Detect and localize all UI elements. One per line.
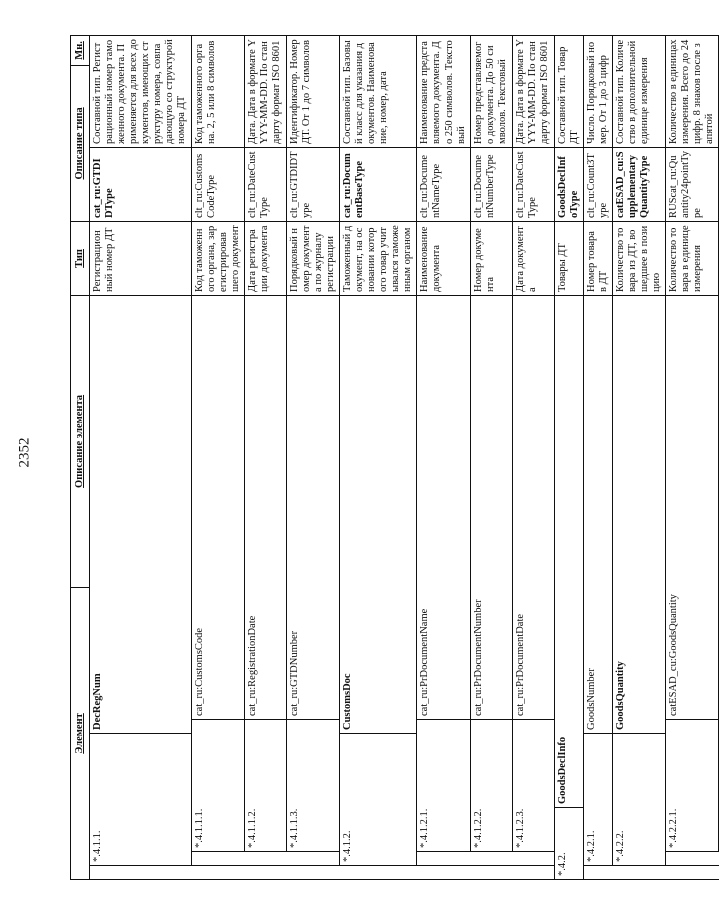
type-description: Количество в единицах измерения. Всего до 24 цифр. 8 знаков после запятой bbox=[666, 35, 719, 147]
table-row bbox=[666, 35, 719, 879]
indent-cell bbox=[191, 866, 244, 880]
element-description: Код таможенного органа, зарегистрировавшего документ bbox=[191, 221, 244, 295]
type-name: clt_ru:DateCustType bbox=[244, 147, 286, 221]
indent-cell bbox=[90, 866, 192, 880]
element-name: DecRegNum bbox=[90, 295, 192, 733]
indent-cell bbox=[244, 852, 286, 866]
header-type: Тип bbox=[71, 221, 90, 295]
type-description: Идентификатор. Номер ДТ. От 1 до 7 символов bbox=[286, 35, 339, 147]
table-row bbox=[512, 35, 554, 879]
element-name: cat_ru:CustomsCode bbox=[191, 295, 244, 719]
table-row bbox=[90, 35, 192, 879]
table-row bbox=[554, 35, 583, 879]
element-name: GoodsNumber bbox=[583, 295, 612, 733]
table-row bbox=[340, 35, 417, 879]
type-description: Наименование представляемого документа. До 250 символов. Текстовый bbox=[417, 35, 470, 147]
element-description: Количество товара в единице измерения bbox=[666, 221, 719, 295]
header-row bbox=[71, 35, 90, 879]
row-number: *.4.1.2.3. bbox=[512, 720, 554, 852]
type-name: catESAD_cu:SupplementaryQuantityType bbox=[612, 147, 665, 221]
row-number: *.4.1.1.1. bbox=[191, 720, 244, 852]
element-name: GoodsDeclInfo bbox=[554, 295, 583, 807]
element-description: Товары ДТ bbox=[554, 221, 583, 295]
element-table bbox=[70, 35, 719, 880]
type-name: cat_ru:GTDIDType bbox=[90, 147, 192, 221]
element-description: Наименование документа bbox=[417, 221, 470, 295]
type-name: clt_ru:Count3Type bbox=[583, 147, 612, 221]
element-name: cat_ru:PrDocumentDate bbox=[512, 295, 554, 719]
element-description: Порядковый номер документа по журналу регистрации bbox=[286, 221, 339, 295]
indent-cell bbox=[244, 866, 286, 880]
element-description: Количество товара из ДТ, вошедшее в позицию bbox=[612, 221, 665, 295]
table-row bbox=[286, 35, 339, 879]
row-number: *.4.2.2. bbox=[612, 734, 665, 866]
type-description: Код таможенного органа. 2, 5 или 8 символов bbox=[191, 35, 244, 147]
indent-cell bbox=[470, 852, 512, 866]
row-number: *.4.1.2.1. bbox=[417, 720, 470, 852]
indent-cell bbox=[340, 866, 417, 880]
type-description: Составной тип. Базовый класс для указания документов. Наименование, номер, дата bbox=[340, 35, 417, 147]
row-number: *.4.1.1.2. bbox=[244, 720, 286, 852]
table-row bbox=[583, 35, 612, 879]
type-name: cat_ru:DocumentBaseType bbox=[340, 147, 417, 221]
page-number: 2352 bbox=[16, 437, 33, 468]
row-number: *.4.1.1.3. bbox=[286, 720, 339, 852]
header-multiplicity: Мн. bbox=[71, 35, 90, 65]
type-name: RUScat_ru:Quantity24pointType bbox=[666, 147, 719, 221]
header-element-desc: Описание элемента bbox=[71, 295, 90, 587]
element-name: cat_ru:RegistrationDate bbox=[244, 295, 286, 719]
element-name: cat_ru:GTDNumber bbox=[286, 295, 339, 719]
page-number-area bbox=[10, 0, 40, 905]
indent-cell bbox=[612, 866, 665, 880]
indent-cell bbox=[191, 852, 244, 866]
table-row bbox=[417, 35, 470, 879]
rotated-sheet bbox=[70, 39, 716, 880]
type-description: Номер представляемого документа. До 50 символов. Текстовый bbox=[470, 35, 512, 147]
indent-cell bbox=[470, 866, 512, 880]
type-name: clt_ru:GTDIDType bbox=[286, 147, 339, 221]
type-name: clt_ru:DateCustType bbox=[512, 147, 554, 221]
indent-cell bbox=[512, 852, 554, 866]
table-row bbox=[191, 35, 244, 879]
indent-cell bbox=[666, 866, 719, 880]
indent-cell bbox=[417, 852, 470, 866]
element-description: Номер документа bbox=[470, 221, 512, 295]
element-description: Дата регистрации документа bbox=[244, 221, 286, 295]
row-number: *.4.1.1. bbox=[90, 734, 192, 866]
element-description: Регистрационный номер ДТ bbox=[90, 221, 192, 295]
header-element: Элемент bbox=[71, 587, 90, 879]
type-description: Составной тип. Количество в дополнительной единице измерения bbox=[612, 35, 665, 147]
table-row bbox=[612, 35, 665, 879]
element-name: cat_ru:PrDocumentNumber bbox=[470, 295, 512, 719]
element-description: Таможенный документ, на основании которого товар учитывался таможенным органом bbox=[340, 221, 417, 295]
element-name: CustomsDoc bbox=[340, 295, 417, 733]
type-description: Дата. Дата в формате YYYY-MM-DD. По стандарту формат ISO 8601 bbox=[244, 35, 286, 147]
type-description: Число. Порядковый номер. От 1 до 3 цифр bbox=[583, 35, 612, 147]
row-number: *.4.2.1. bbox=[583, 734, 612, 866]
header-type-desc: Описание типа bbox=[71, 65, 90, 221]
indent-cell bbox=[417, 866, 470, 880]
type-description: Дата. Дата в формате YYYY-MM-DD. По стандарту формат ISO 8601 bbox=[512, 35, 554, 147]
element-description: Дата документа bbox=[512, 221, 554, 295]
type-name: clt_ru:DocumentNumberType bbox=[470, 147, 512, 221]
table-row bbox=[470, 35, 512, 879]
element-name: cat_ru:PrDocumentName bbox=[417, 295, 470, 719]
element-name: catESAD_cu:GoodsQuantity bbox=[666, 295, 719, 719]
indent-cell bbox=[583, 866, 612, 880]
element-name: GoodsQuantity bbox=[612, 295, 665, 733]
indent-cell bbox=[512, 866, 554, 880]
row-number: *.4.2.2.1. bbox=[666, 720, 719, 852]
row-number: *.4.1.2.2. bbox=[470, 720, 512, 852]
type-name: clt_ru:DocumentNameType bbox=[417, 147, 470, 221]
table-row bbox=[244, 35, 286, 879]
indent-cell bbox=[286, 852, 339, 866]
type-description: Составной тип. Регистрационный номер таможенного документа. Применяется для всех документов, имеющих структуру номера, совпадающую со структурой номера ДТ bbox=[90, 35, 192, 147]
table-body bbox=[90, 35, 719, 879]
type-name: GoodsDeclInfoType bbox=[554, 147, 583, 221]
type-description: Составной тип. Товар ДТ bbox=[554, 35, 583, 147]
indent-cell bbox=[286, 866, 339, 880]
indent-cell bbox=[666, 852, 719, 866]
type-name: clt_ru:CustomsCodeType bbox=[191, 147, 244, 221]
row-number: *.4.2. bbox=[554, 808, 583, 880]
row-number: *.4.1.2. bbox=[340, 734, 417, 866]
element-description: Номер товара в ДТ bbox=[583, 221, 612, 295]
